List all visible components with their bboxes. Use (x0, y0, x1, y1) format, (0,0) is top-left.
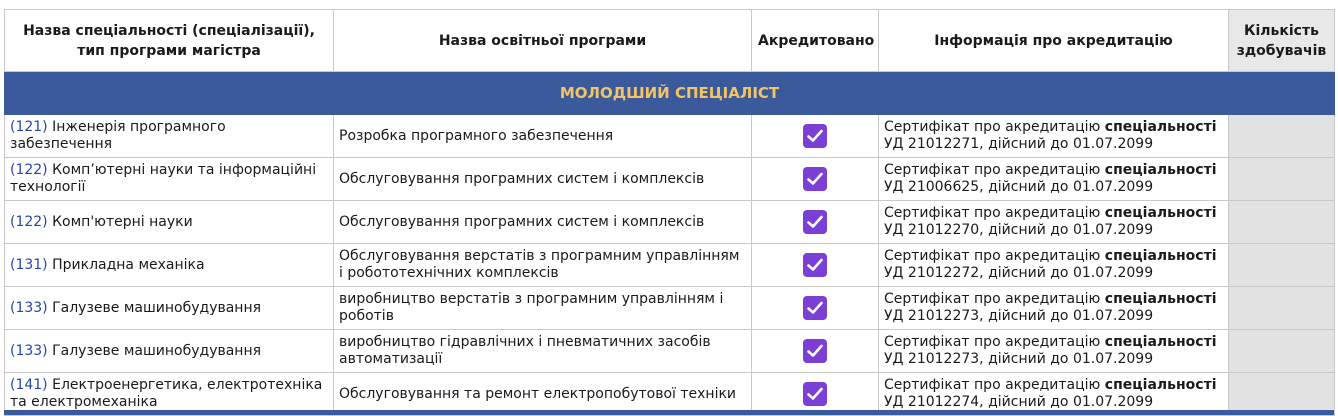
cert-bold: спеціальності (1104, 334, 1217, 350)
header-info: Інформація про акредитацію (879, 10, 1229, 72)
accredited-cell (752, 330, 879, 373)
count-cell (1229, 201, 1335, 244)
specialty-cell (5, 201, 334, 244)
table-bottom-bar (4, 410, 1334, 415)
program-name: Розробка програмного забезпечення (339, 127, 614, 144)
specialty-name: Інженерія програмного забезпечення (10, 119, 226, 152)
section-row (5, 72, 1335, 115)
specialty-name: Галузеве машинобудування (47, 342, 262, 359)
table-header (5, 10, 1335, 72)
cert-prefix: Сертифікат про акредитацію (884, 119, 1105, 135)
specialty-name: Прикладна механіка (47, 256, 205, 273)
program-name: Обслуговування програмних систем і комплексів (339, 170, 705, 187)
cert-bold: спеціальності (1104, 291, 1217, 307)
cert-bold: спеціальності (1104, 119, 1217, 135)
info-cell (879, 158, 1229, 201)
specialty-code-link[interactable]: (122) (10, 213, 48, 230)
cert-bold: спеціальності (1104, 377, 1217, 393)
info-cell (879, 330, 1229, 373)
cert-detail: УД 21006625, дійсний до 01.07.2099 (884, 179, 1154, 195)
program-name: Обслуговування та ремонт електропобутової техніки (339, 385, 737, 402)
table-row (5, 244, 1335, 287)
accreditation-table (4, 9, 1335, 416)
program-name: Обслуговування програмних систем і комплексів (339, 213, 705, 230)
program-cell (334, 115, 752, 158)
accredited-cell (752, 201, 879, 244)
specialty-code-link[interactable]: (133) (10, 342, 48, 359)
specialty-code-link[interactable]: (121) (10, 119, 48, 135)
specialty-name: Комп'ютерні науки (47, 213, 193, 230)
info-cell (879, 287, 1229, 330)
program-cell (334, 287, 752, 330)
specialty-cell (5, 330, 334, 373)
info-cell (879, 244, 1229, 287)
checkbox-checked-icon (803, 339, 827, 363)
cert-prefix: Сертифікат про акредитацію (884, 291, 1105, 307)
cert-detail: УД 21012273, дійсний до 01.07.2099 (884, 308, 1154, 324)
cert-bold: спеціальності (1104, 205, 1217, 221)
program-name: Обслуговування верстатів з програмним управлінням і робототехнічних комплексів (339, 248, 740, 281)
cert-bold: спеціальності (1104, 162, 1217, 178)
checkbox-checked-icon (803, 167, 827, 191)
specialty-name: Електроенергетика, електротехніка та електромеханіка (10, 377, 323, 410)
specialty-name: Галузеве машинобудування (47, 299, 262, 316)
checkbox-checked-icon (803, 210, 827, 234)
program-cell (334, 158, 752, 201)
table-row (5, 330, 1335, 373)
header-count: Кількість здобувачів (1229, 10, 1335, 72)
specialty-code-link[interactable]: (133) (10, 299, 48, 316)
table-body (5, 72, 1335, 416)
cert-detail: УД 21012270, дійсний до 01.07.2099 (884, 222, 1154, 238)
accredited-cell (752, 244, 879, 287)
specialty-name: Комп’ютерні науки та інформаційні технології (10, 162, 317, 195)
checkbox-checked-icon (803, 382, 827, 406)
table-row (5, 287, 1335, 330)
cert-detail: УД 21012272, дійсний до 01.07.2099 (884, 265, 1154, 281)
table-row (5, 158, 1335, 201)
cert-prefix: Сертифікат про акредитацію (884, 334, 1105, 350)
header-specialty: Назва спеціальності (спеціалізації), тип програми магістра (5, 10, 334, 72)
cert-detail: УД 21012273, дійсний до 01.07.2099 (884, 351, 1154, 367)
accredited-cell (752, 287, 879, 330)
count-cell (1229, 115, 1335, 158)
specialty-code-link[interactable]: (131) (10, 256, 48, 273)
count-cell (1229, 287, 1335, 330)
specialty-cell (5, 244, 334, 287)
specialty-code-link[interactable]: (122) (10, 162, 48, 178)
checkbox-checked-icon (803, 124, 827, 148)
count-cell (1229, 158, 1335, 201)
accredited-cell (752, 158, 879, 201)
specialty-cell (5, 115, 334, 158)
table-row (5, 201, 1335, 244)
program-cell (334, 244, 752, 287)
cert-detail: УД 21012274, дійсний до 01.07.2099 (884, 394, 1154, 410)
info-cell (879, 201, 1229, 244)
accredited-cell (752, 115, 879, 158)
program-cell (334, 330, 752, 373)
program-name: виробництво гідравлічних і пневматичних засобів автоматизації (339, 334, 711, 367)
cert-prefix: Сертифікат про акредитацію (884, 377, 1105, 393)
specialty-cell (5, 287, 334, 330)
count-cell (1229, 330, 1335, 373)
count-cell (1229, 244, 1335, 287)
table-row (5, 115, 1335, 158)
cert-bold: спеціальності (1104, 248, 1217, 264)
program-cell (334, 201, 752, 244)
checkbox-checked-icon (803, 253, 827, 277)
header-accredited: Акредитовано (752, 10, 879, 72)
info-cell (879, 115, 1229, 158)
specialty-cell (5, 158, 334, 201)
cert-prefix: Сертифікат про акредитацію (884, 205, 1105, 221)
checkbox-checked-icon (803, 296, 827, 320)
cert-detail: УД 21012271, дійсний до 01.07.2099 (884, 136, 1154, 152)
program-name: виробництво верстатів з програмним управлінням і роботів (339, 291, 724, 324)
section-title: МОЛОДШИЙ СПЕЦІАЛІСТ (5, 72, 1335, 115)
specialty-code-link[interactable]: (141) (10, 377, 48, 393)
cert-prefix: Сертифікат про акредитацію (884, 248, 1105, 264)
header-program: Назва освітньої програми (334, 10, 752, 72)
cert-prefix: Сертифікат про акредитацію (884, 162, 1105, 178)
